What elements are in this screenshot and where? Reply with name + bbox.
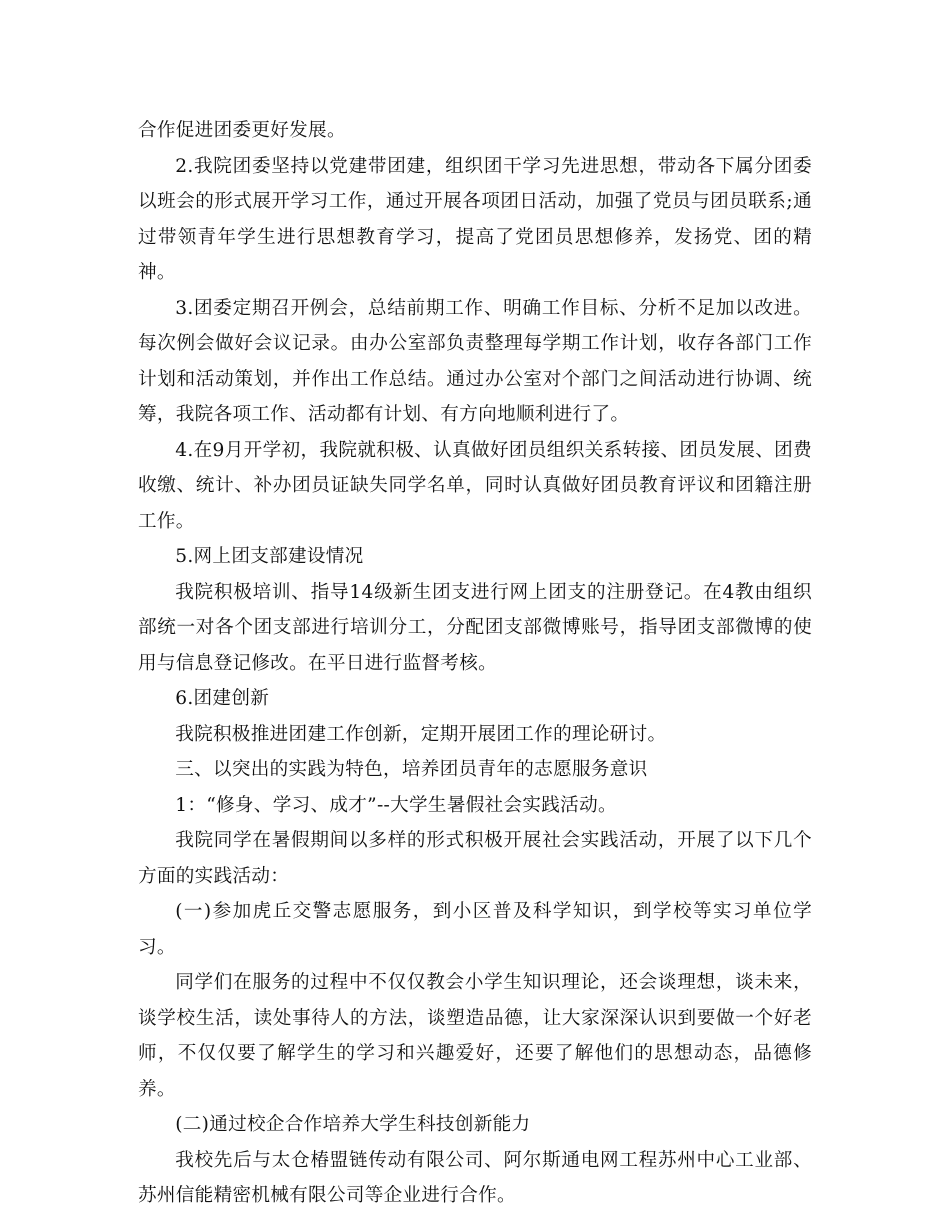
paragraph-continuation: 合作促进团委更好发展。: [138, 120, 346, 141]
paragraph-item-3: 3.团委定期召开例会，总结前期工作、明确工作目标、分析不足加以改进。每次例会做好会议记录。由办公室部负责整理每学期工作计划，收存各部门工作计划和活动策划，并作出工作总结。通过办公室对个部门之间活动进行协调、统筹，我院各项工作、活动都有计划、有方向地顺利进行了。: [138, 297, 812, 425]
subheading-practice-activity: 1：“修身、学习、成才”--大学生暑假社会实践活动。: [175, 794, 617, 816]
paragraph-service-process: 同学们在服务的过程中不仅仅教会小学生知识理论，还会谈理想，谈未来，谈学校生活，读处事待人的方法，谈塑造品德，让大家深深认识到要做一个好老师，不仅仅要了解学生的学习和兴趣爱好，还要了解他们的思想动态，品德修养。: [138, 972, 812, 1100]
subheading-school-enterprise: (二)通过校企合作培养大学生科技创新能力: [175, 1114, 531, 1135]
paragraph-summer-practice: 我院同学在暑假期间以多样的形式积极开展社会实践活动，开展了以下几个方面的实践活动：: [138, 830, 812, 887]
heading-item-6: 6.团建创新: [175, 688, 270, 709]
paragraph-online-branch: 我院积极培训、指导14级新生团支进行网上团支的注册登记。在4教由组织部统一对各个团支部进行培训分工，分配团支部微博账号，指导团支部微博的使用与信息登记修改。在平日进行监督考核。: [138, 581, 812, 674]
paragraph-enterprise-cooperation: 我校先后与太仓椿盟链传动有限公司、阿尔斯通电网工程苏州中心工业部、苏州信能精密机械有限公司等企业进行合作。: [138, 1149, 812, 1206]
subheading-volunteer-service: (一)参加虎丘交警志愿服务，到小区普及科学知识，到学校等实习单位学习。: [138, 901, 812, 958]
paragraph-item-2: 2.我院团委坚持以党建带团建，组织团干学习先进思想，带动各下属分团委以班会的形式展开学习工作，通过开展各项团日活动，加强了党员与团员联系;通过带领青年学生进行思想教育学习，提高了党团员思想修养，发扬党、团的精神。: [138, 155, 812, 283]
paragraph-innovation: 我院积极推进团建工作创新，定期开展团工作的理论研讨。: [175, 723, 667, 745]
section-heading-three: 三、以突出的实践为特色，培养团员青年的志愿服务意识: [175, 759, 648, 780]
paragraph-item-4: 4.在9月开学初，我院就积极、认真做好团员组织关系转接、团员发展、团费收缴、统计、补办团员证缺失同学名单，同时认真做好团员教育评议和团籍注册工作。: [138, 439, 812, 532]
document-body: [138, 113, 812, 1214]
heading-item-5: 5.网上团支部建设情况: [175, 546, 364, 567]
